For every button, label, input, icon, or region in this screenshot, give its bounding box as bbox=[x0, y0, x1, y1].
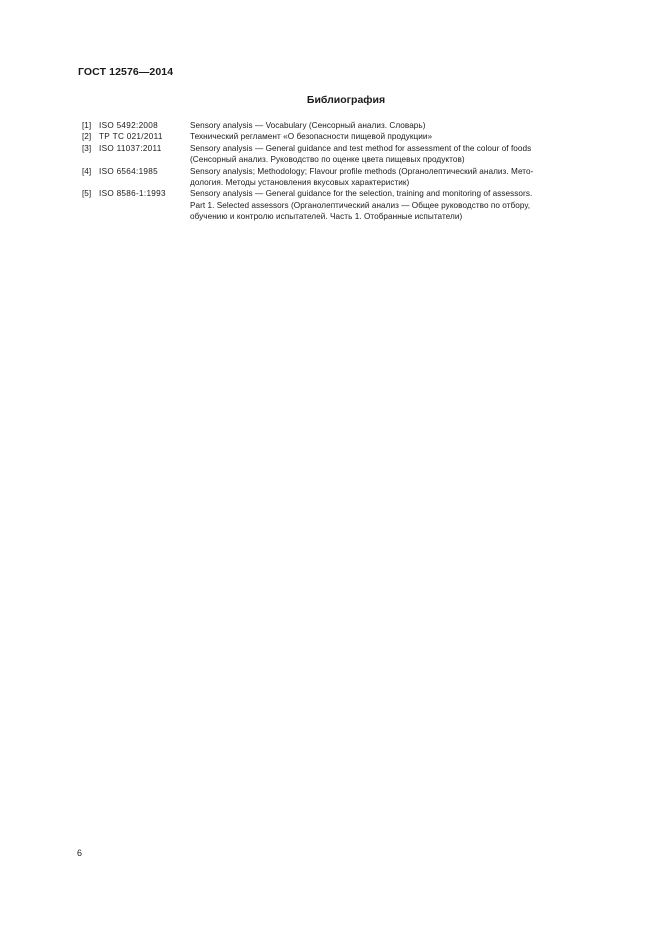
entry-text-line: (Сенсорный анализ. Руководство по оценке цвета пищевых продуктов) bbox=[190, 155, 465, 165]
entry-text-line: Sensory analysis; Methodology; Flavour profile methods (Органолептический анализ. Мето- bbox=[190, 166, 534, 176]
entry-text bbox=[190, 120, 609, 131]
bibliography-entry bbox=[82, 131, 609, 142]
entry-code: ISO 6564:1985 bbox=[99, 166, 158, 176]
document-header: ГОСТ 12576—2014 bbox=[78, 66, 174, 78]
entry-text-line: дология. Методы установления вкусовых характеристик) bbox=[190, 178, 410, 188]
entry-text bbox=[190, 131, 609, 142]
entry-number: [4] bbox=[82, 166, 92, 176]
entry-text-line: Sensory analysis — General guidance and test method for assessment of the colour of foods bbox=[190, 143, 532, 153]
entry-text-line: Part 1. Selected assessors (Органолептический анализ — Общее руководство по отбору, bbox=[190, 200, 531, 210]
entry-code: ТР ТС 021/2011 bbox=[99, 132, 163, 142]
entry-number: [2] bbox=[82, 132, 92, 142]
entry-number: [1] bbox=[82, 121, 92, 130]
bibliography-entry bbox=[82, 166, 609, 189]
entry-code: ISO 8586-1:1993 bbox=[99, 189, 166, 199]
entry-text-line: Sensory analysis — General guidance for the selection, training and monitoring of assessors. bbox=[190, 189, 533, 199]
entry-text bbox=[190, 143, 609, 166]
entry-text-line: Технический регламент «О безопасности пищевой продукции» bbox=[190, 132, 433, 142]
entry-number: [3] bbox=[82, 143, 92, 153]
bibliography-entry bbox=[82, 120, 609, 131]
bibliography-entry bbox=[82, 188, 609, 222]
entry-code: ISO 5492:2008 bbox=[99, 121, 158, 130]
entry-code: ISO 11037:2011 bbox=[99, 143, 162, 153]
entry-text bbox=[190, 166, 609, 189]
entry-number: [5] bbox=[82, 189, 92, 199]
bibliography-entry bbox=[82, 143, 609, 166]
entry-text bbox=[190, 188, 609, 222]
entry-text-line: Sensory analysis — Vocabulary (Сенсорный анализ. Словарь) bbox=[190, 121, 426, 130]
page-number: 6 bbox=[77, 848, 83, 858]
entry-text-line: обучению и контролю испытателей. Часть 1. Отобранные испытатели) bbox=[190, 212, 463, 222]
bibliography-list bbox=[82, 120, 609, 223]
section-title: Библиография bbox=[306, 94, 386, 106]
